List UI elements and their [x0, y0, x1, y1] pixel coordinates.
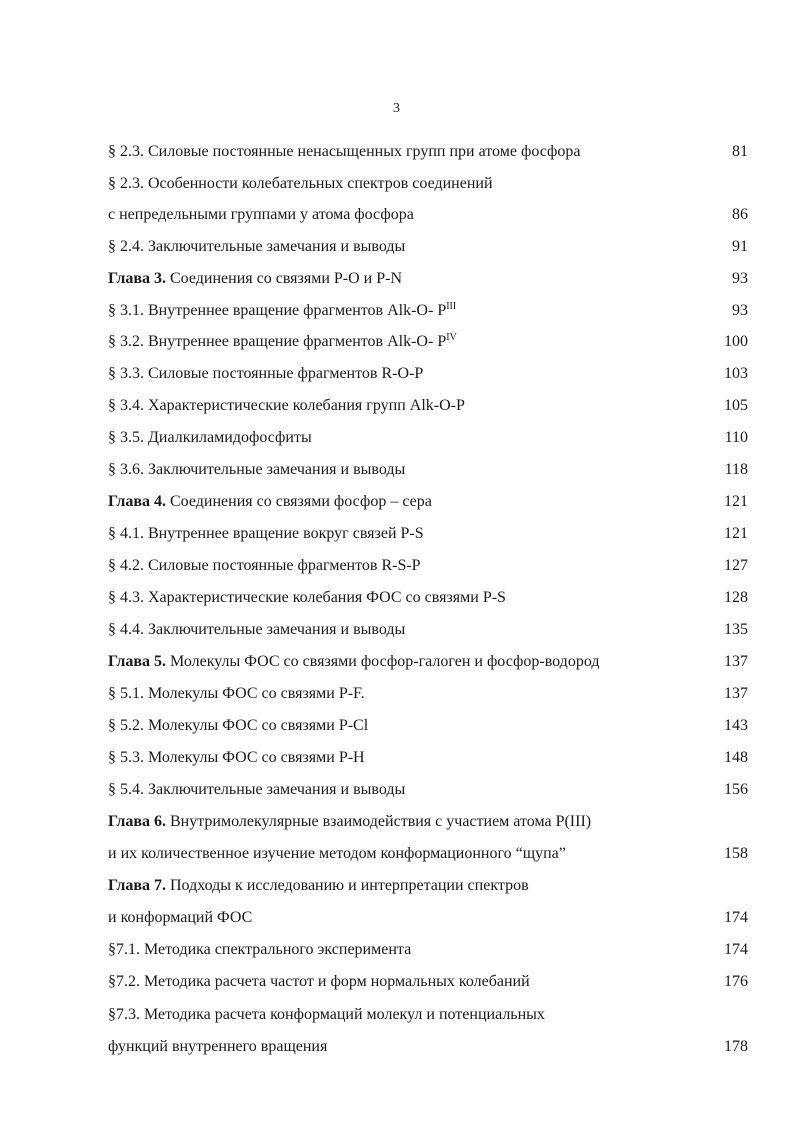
toc-entry-title: §7.1. Методика спектрального эксперимента: [108, 941, 412, 958]
toc-entry-title: с непредельными группами у атома фосфора: [108, 206, 414, 223]
toc-entry-title: § 4.2. Силовые постоянные фрагментов R-S-P: [108, 557, 421, 574]
toc-entry-title: § 3.2. Внутреннее вращение фрагментов Alk-O- P: [108, 333, 447, 350]
toc-entry: [108, 778, 748, 802]
chapter-label: Глава 3.: [108, 270, 166, 287]
toc-entry: [108, 906, 748, 930]
toc-entry-page: 105: [724, 397, 748, 414]
toc-entry-page: 137: [724, 653, 748, 670]
toc-entry-page: 135: [724, 621, 748, 638]
toc-entry: [108, 140, 748, 164]
toc-entry-title: § 2.4. Заключительные замечания и выводы: [108, 238, 406, 255]
toc-entry: [108, 1035, 748, 1059]
toc-entry-title: Внутримолекулярные взаимодействия с участием атома P(III): [166, 813, 592, 830]
toc-entry-title: § 2.3. Силовые постоянные ненасыщенных групп при атоме фосфора: [108, 143, 581, 160]
toc-entry-title: и их количественное изучение методом конформационного “щупа”: [108, 845, 566, 862]
toc-entry-title: и конформаций ФОС: [108, 909, 253, 926]
toc-entry-page: 174: [724, 909, 748, 926]
toc-entry-title: § 5.3. Молекулы ФОС со связями P-H: [108, 749, 365, 766]
toc-entry: [108, 938, 748, 962]
toc-entry-page: 176: [724, 973, 748, 990]
toc-entry: [108, 203, 748, 227]
toc-entry-page: 103: [724, 365, 748, 382]
toc-entry: [108, 682, 748, 706]
toc-entry-title: § 4.4. Заключительные замечания и выводы: [108, 621, 406, 638]
toc-entry-page: 118: [724, 461, 748, 478]
toc-entry: [108, 330, 748, 354]
toc-entry-title: § 3.4. Характеристические колебания групп Alk-O-P: [108, 397, 465, 414]
toc-entry: [108, 362, 748, 386]
toc-entry-page: 178: [724, 1038, 748, 1055]
toc-entry-page: 110: [724, 429, 748, 446]
toc-entry-title: Подходы к исследованию и интерпретации спектров: [166, 877, 529, 894]
toc-entry-title: Молекулы ФОС со связями фосфор-галоген и фосфор-водород: [166, 653, 600, 670]
toc-entry-title: Соединения со связями P-O и P-N: [166, 270, 403, 287]
chapter-label: Глава 6.: [108, 813, 166, 830]
toc-entry: [108, 618, 748, 642]
toc-entry-page: 100: [724, 333, 748, 350]
superscript: IV: [446, 332, 457, 343]
toc-entry: [108, 172, 748, 196]
toc-entry-title: § 5.1. Молекулы ФОС со связями P-F.: [108, 685, 365, 702]
toc-entry-page: 156: [724, 781, 748, 798]
toc-entry: [108, 714, 748, 738]
page-number: 3: [393, 101, 400, 116]
toc-entry: [108, 394, 748, 418]
toc-entry-page: 128: [724, 589, 748, 606]
toc-entry: [108, 970, 748, 994]
toc-entry-page: 86: [732, 206, 748, 223]
toc-entry-page: 93: [732, 302, 748, 319]
chapter-label: Глава 5.: [108, 653, 166, 670]
toc-entry-title: функций внутреннего вращения: [108, 1038, 328, 1055]
toc-entry-title: § 3.5. Диалкиламидофосфиты: [108, 429, 312, 446]
toc-entry-page: 143: [724, 717, 748, 734]
toc-entry-page: 81: [732, 143, 748, 160]
toc-entry: [108, 299, 748, 323]
toc-entry-title: § 5.4. Заключительные замечания и выводы: [108, 781, 406, 798]
toc-entry-page: 127: [724, 557, 748, 574]
toc-entry: [108, 426, 748, 450]
toc-entry-page: 148: [724, 749, 748, 766]
toc-entry-title: § 3.1. Внутреннее вращение фрагментов Alk-O- P: [108, 302, 447, 319]
toc-chapter: [108, 490, 748, 514]
toc-entry: [108, 458, 748, 482]
toc-entry: [108, 554, 748, 578]
toc-entry-title: § 4.1. Внутреннее вращение вокруг связей P-S: [108, 525, 424, 542]
toc-entry-title: § 5.2. Молекулы ФОС со связями P-Cl: [108, 717, 369, 734]
toc-chapter: [108, 650, 748, 674]
toc-entry-page: 174: [724, 941, 748, 958]
toc-entry-page: 121: [724, 493, 748, 510]
toc-entry: [108, 1003, 748, 1027]
toc-chapter: [108, 267, 748, 291]
toc-entry: [108, 522, 748, 546]
toc-entry-title: § 3.6. Заключительные замечания и выводы: [108, 461, 406, 478]
toc-entry-title: § 3.3. Силовые постоянные фрагментов R-O-P: [108, 365, 424, 382]
toc-entry: [108, 746, 748, 770]
toc-entry-title: §7.2. Методика расчета частот и форм нормальных колебаний: [108, 973, 530, 990]
chapter-label: Глава 4.: [108, 493, 166, 510]
toc-chapter: [108, 874, 748, 898]
toc-entry: [108, 235, 748, 259]
toc-entry-page: 137: [724, 685, 748, 702]
toc-entry-page: 121: [724, 525, 748, 542]
toc-entry-title: Соединения со связями фосфор – сера: [166, 493, 432, 510]
toc-entry-page: 91: [732, 238, 748, 255]
chapter-label: Глава 7.: [108, 877, 166, 894]
toc-entry-page: 158: [724, 845, 748, 862]
toc-entry-title: § 2.3. Особенности колебательных спектров соединений: [108, 175, 493, 192]
toc-entry-title: § 4.3. Характеристические колебания ФОС со связями P-S: [108, 589, 506, 606]
toc-chapter: [108, 810, 748, 834]
toc-entry-page: 93: [732, 270, 748, 287]
superscript: III: [446, 301, 457, 312]
toc-entry: [108, 842, 748, 866]
toc-entry-title: §7.3. Методика расчета конформаций молекул и потенциальных: [108, 1006, 545, 1023]
toc-entry: [108, 586, 748, 610]
